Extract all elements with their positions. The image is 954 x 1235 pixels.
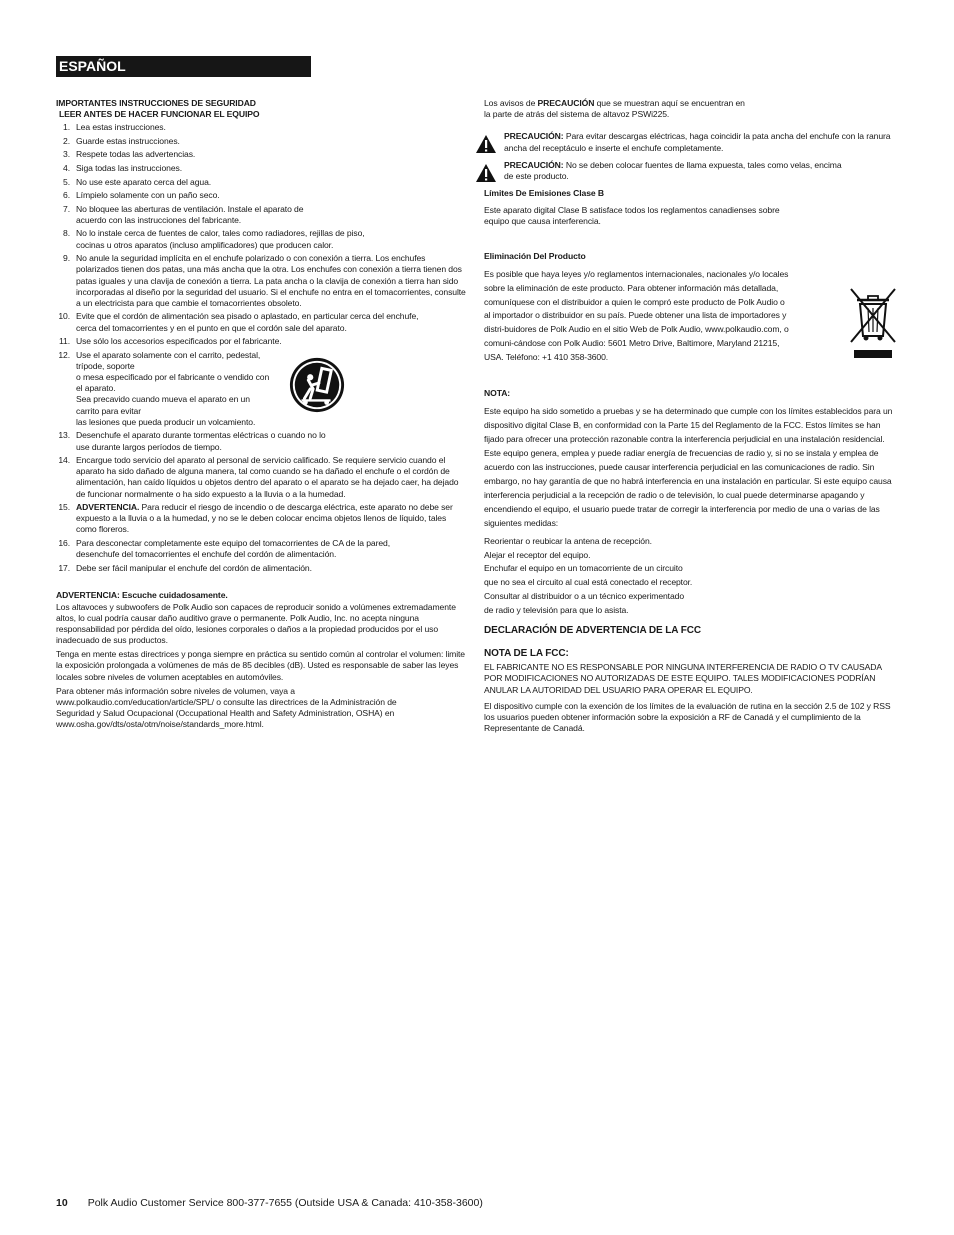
list-item-cart: 12. Use el aparato solamente con el carrito, pedestal, trípode, soporte o mesa especificado por el fabricante o vendido con el aparato. Sea precavido cuando mueva el aparato en un carrito para evitar las lesiones que pueda producir un volcamiento. <box>56 350 466 428</box>
list-item: 9. No anule la seguridad implícita en el enchufe polarizado o con conexión a tierra. Los enchufes polarizados tienen dos patas, una más ancha que la otra. Los enchufes con conexión a tierra tienen dos patas iguales y una clavija de conexión a tierra. La pata ancha o la clavija de conexión a tierra han sido incorporadas al diseño por la seguridad del usuario. Si el enchufe no entra en el tomacorrientes, consulte a un electricista para que cambie el tomacorrientes obsoleto. <box>63 253 466 308</box>
measure-item: Alejar el receptor del equipo. <box>484 549 591 560</box>
safety-instructions-list <box>56 122 466 574</box>
emissions-text: Este aparato digital Clase B satisface todos los reglamentos canadienses sobre equipo que causa interferencia. <box>484 205 780 227</box>
nota-measures <box>484 535 896 619</box>
disposal-title: Eliminación Del Producto <box>484 250 586 261</box>
customer-service-line: Polk Audio Customer Service 800-377-7655 (Outside USA & Canada: 410-358-3600) <box>87 1197 483 1209</box>
measure-item: Reorientar o reubicar la antena de recepción. <box>484 535 652 546</box>
left-column <box>56 98 466 733</box>
list-item: 7. No bloquee las aberturas de ventilación. Instale el aparato de acuerdo con las instrucciones del fabricante. <box>63 203 304 225</box>
measure-item: de radio y televisión para que lo asista. <box>484 605 629 616</box>
list-item: 8. No lo instale cerca de fuentes de calor, tales como radiadores, rejillas de piso, cocinas u otros aparatos (incluso amplificadores) que producen calor. <box>63 228 365 250</box>
disposal-block <box>484 268 896 365</box>
fcc-rss-text: El dispositivo cumple con la exención de los límites de la evaluación de rutina en la sección 2.5 de 102 y RSS los usuarios pueden obtener información sobre la exposición a RF de Canadá y el cumplimiento de la Representante de Canadá. <box>484 700 891 734</box>
hearing-paragraph-3: Para obtener más información sobre niveles de volumen, vaya a www.polkaudio.com/education/article/SPL/ o consulte las directrices de la Administración de Seguridad y Salud Ocupacional (Occupational Health and Safety Administration, OSHA) en www.osha.gov/dts/osta/otm/noise/standards_more.html. <box>56 685 397 730</box>
list-item: 10. Evite que el cordón de alimentación sea pisado o aplastado, en particular cerca del enchufe, cerca del tomacorrientes y en el punto en que el cordón sale del aparato. <box>58 311 419 333</box>
list-item: 13. Desenchufe el aparato durante tormentas eléctricas o cuando no lo use durante largos períodos de tiempo. <box>58 430 326 452</box>
hearing-paragraph-1: Los altavoces y subwoofers de Polk Audio son capaces de reproducir sonido a volúmenes extremadamente altos, lo cual podría causar daño auditivo grave o permanente. Polk Audio, Inc. no acepta ninguna responsabilidad por pérdida del oído, lesiones corporales o daños a la propiedad producidos por el uso inadecuado de sus productos. <box>56 601 456 646</box>
measure-item: Consultar al distribuidor o a un técnico experimentado <box>484 591 685 602</box>
nota-text: Este equipo ha sido sometido a pruebas y se ha determinado que cumple con los límites establecidos para un dispositivo digital Clase B, en conformidad con la Parte 15 del Reglamento de la FCC. Estos límites se han fijado para ofrecer una protección razonable contra la interferencia perjudicial en una instalación residencial. Este equipo genera, emplea y puede radiar energía de frecuencias de radio y, si no se instala y emplea de acuerdo con las instrucciones, puede causar interferencia perjudicial en las comunicaciones de radio. Sin embargo, no hay garantía de que no habrá interferencia en una instalación en particular. Si este equipo causa interferencia perjudicial a la recepción de radio o de televisión, lo cual puede determinarse apagando y encendiendo el equipo, el usuario puede tratar de corregir la interferencia por medio de una o varias de las siguientes medidas: <box>484 406 893 528</box>
fcc-note-title: NOTA DE LA FCC: <box>484 648 569 660</box>
list-item: 17. Debe ser fácil manipular el enchufe del cordón de alimentación. <box>58 562 312 573</box>
list-item: 16. Para desconectar completamente este equipo del tomacorrientes de CA de la pared, desenchufe del tomacorrientes el enchufe del cordón de alimentación. <box>58 538 390 560</box>
disposal-text: Es posible que haya leyes y/o reglamentos internacionales, nacionales y/o locales sobre la eliminación de este producto. Para obtener información más detallada, comuníquese con el distribuidor a quien le compró este producto de Polk Audio o al importador o distribuidor en su país. Puede obtener una lista de importadores y distri-buidores de Polk Audio en el sitio Web de Polk Audio, www.polkaudio.com, o comuni-cándose con Polk Audio: 5601 Metro Drive, Baltimore, Maryland 21215, USA. Teléfono: +1 410 358-3600. <box>484 268 789 363</box>
list-item: 11. Use sólo los accesorios especificados por el fabricante. <box>58 336 282 347</box>
list-item: 14. Encargue todo servicio del aparato al personal de servicio calificado. Se requiere servicio cuando el aparato ha sido dañado de alguna manera, tal como cuando se ha dañado el enchufe o el cordón de alimentación, han caído líquidos u objetos dentro del aparato o el aparato se ha dejado caer, ha dejado de funcionar normalmente o ha sido expuesto a la lluvia o a la humedad. <box>58 455 459 499</box>
precaution-warning-2: PRECAUCIÓN: No se deben colocar fuentes de llama expuesta, tales como velas, encima de este producto. <box>484 160 896 182</box>
precaution-intro: Los avisos de PRECAUCIÓN que se muestran aquí se encuentran en la parte de atrás del sistema de altavoz PSWi225. <box>484 98 745 120</box>
emissions-title: Límites De Emisiones Clase B <box>484 188 604 199</box>
hearing-paragraph-2: Tenga en mente estas directrices y ponga siempre en práctica su sentido común al controlar el volumen: limite la exposición prolongada a volúmenes de más de 85 decibles (dB). Usted es responsable de saber las leyes locales sobre niveles de volumen aceptables en automóviles. <box>56 649 465 682</box>
list-item: 3. Respete todas las advertencias. <box>63 149 196 160</box>
cart-tipover-warning-icon <box>288 356 346 414</box>
warning-triangle-icon <box>475 134 497 154</box>
measure-item: Enchufar el equipo en un tomacorriente de un circuito <box>484 563 683 574</box>
list-item: 2. Guarde estas instrucciones. <box>63 135 180 146</box>
list-item: 4. Siga todas las instrucciones. <box>63 163 183 174</box>
list-item: 1. Lea estas instrucciones. <box>63 122 166 133</box>
fcc-note-text: EL FABRICANTE NO ES RESPONSABLE POR NINGUNA INTERFERENCIA DE RADIO O TV CAUSADA POR MODIFICACIONES NO AUTORIZADAS DE ESTE EQUIPO. TALES MODIFICACIONES PODRÍAN ANULAR LA AUTORIDAD DEL USUARIO PARA OPERAR EL EQUIPO. <box>484 662 882 695</box>
right-column <box>484 98 896 737</box>
list-item: 5. No use este aparato cerca del agua. <box>63 176 212 187</box>
warning-triangle-icon <box>475 163 497 183</box>
safety-title-2: LEER ANTES DE HACER FUNCIONAR EL EQUIPO <box>59 109 260 120</box>
measure-item: que no sea el circuito al cual está conectado el receptor. <box>484 577 693 588</box>
safety-title-1: IMPORTANTES INSTRUCCIONES DE SEGURIDAD <box>56 98 256 108</box>
language-header: ESPAÑOL <box>56 56 311 77</box>
list-item: 15. ADVERTENCIA. Para reducir el riesgo de incendio o de descarga eléctrica, este aparato no debe ser expuesto a la lluvia o a la humedad, y no se le deben colocar encima objetos llenos de líquido, tales como floreros. <box>58 502 453 535</box>
hearing-warning-title: ADVERTENCIA: Escuche cuidadosamente. <box>56 590 228 601</box>
precaution-warning-1: PRECAUCIÓN: Para evitar descargas eléctricas, haga coincidir la pata ancha del enchufe con la ranura ancha del receptáculo e inserte el enchufe completamente. <box>484 131 896 153</box>
page-footer <box>56 1197 483 1209</box>
page-number: 10 <box>56 1197 68 1209</box>
weee-crossed-bin-icon <box>848 284 898 360</box>
fcc-statement-title: DECLARACIÓN DE ADVERTENCIA DE LA FCC <box>484 625 701 637</box>
nota-title: NOTA: <box>484 388 511 399</box>
list-item: 6. Límpielo solamente con un paño seco. <box>63 190 220 201</box>
